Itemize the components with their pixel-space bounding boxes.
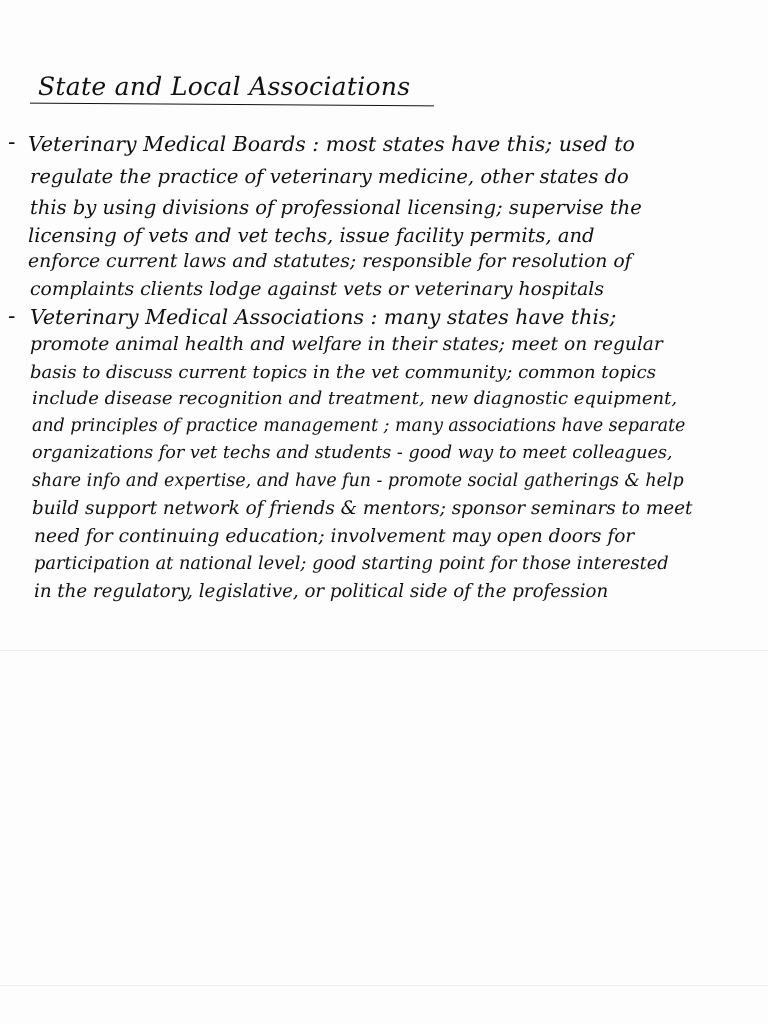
section-1-line-4: licensing of vets and vet techs, issue facility permits, and (28, 224, 595, 247)
section-1-line-6: complaints clients lodge against vets or veterinary hospitals (30, 279, 604, 300)
paper-rule (0, 650, 768, 651)
section-1-line-2: regulate the practice of veterinary medicine, other states do (30, 165, 629, 188)
section-2-line-11: in the regulatory, legislative, or political side of the profession (34, 581, 609, 602)
section-2-line-3: basis to discuss current topics in the vet community; common topics (30, 362, 656, 383)
bullet-dash-2: - (8, 304, 16, 329)
section-2-line-6: organizations for vet techs and students - good way to meet colleagues, (32, 443, 673, 463)
section-2-line-8: build support network of friends & mentors; sponsor seminars to meet (32, 498, 693, 519)
paper-rule (0, 985, 768, 986)
title-underline (30, 103, 434, 107)
section-1-line-5: enforce current laws and statutes; responsible for resolution of (28, 251, 632, 272)
section-1-line-3: this by using divisions of professional licensing; supervise the (30, 196, 642, 219)
section-2-line-1: Veterinary Medical Associations : many states have this; (30, 305, 617, 329)
section-2-line-2: promote animal health and welfare in their states; meet on regular (30, 334, 663, 355)
section-2-line-10: participation at national level; good starting point for those interested (34, 553, 669, 574)
bullet-dash-1: - (8, 130, 16, 155)
section-2-line-5: and principles of practice management ; many associations have separate (32, 416, 686, 436)
section-2-line-9: need for continuing education; involvement may open doors for (34, 526, 635, 547)
section-2-line-4: include disease recognition and treatment, new diagnostic equipment, (32, 388, 678, 409)
page-title: State and Local Associations (38, 72, 411, 101)
section-2-line-7: share info and expertise, and have fun - promote social gatherings & help (32, 471, 684, 491)
section-1-line-1: Veterinary Medical Boards : most states have this; used to (28, 132, 635, 156)
